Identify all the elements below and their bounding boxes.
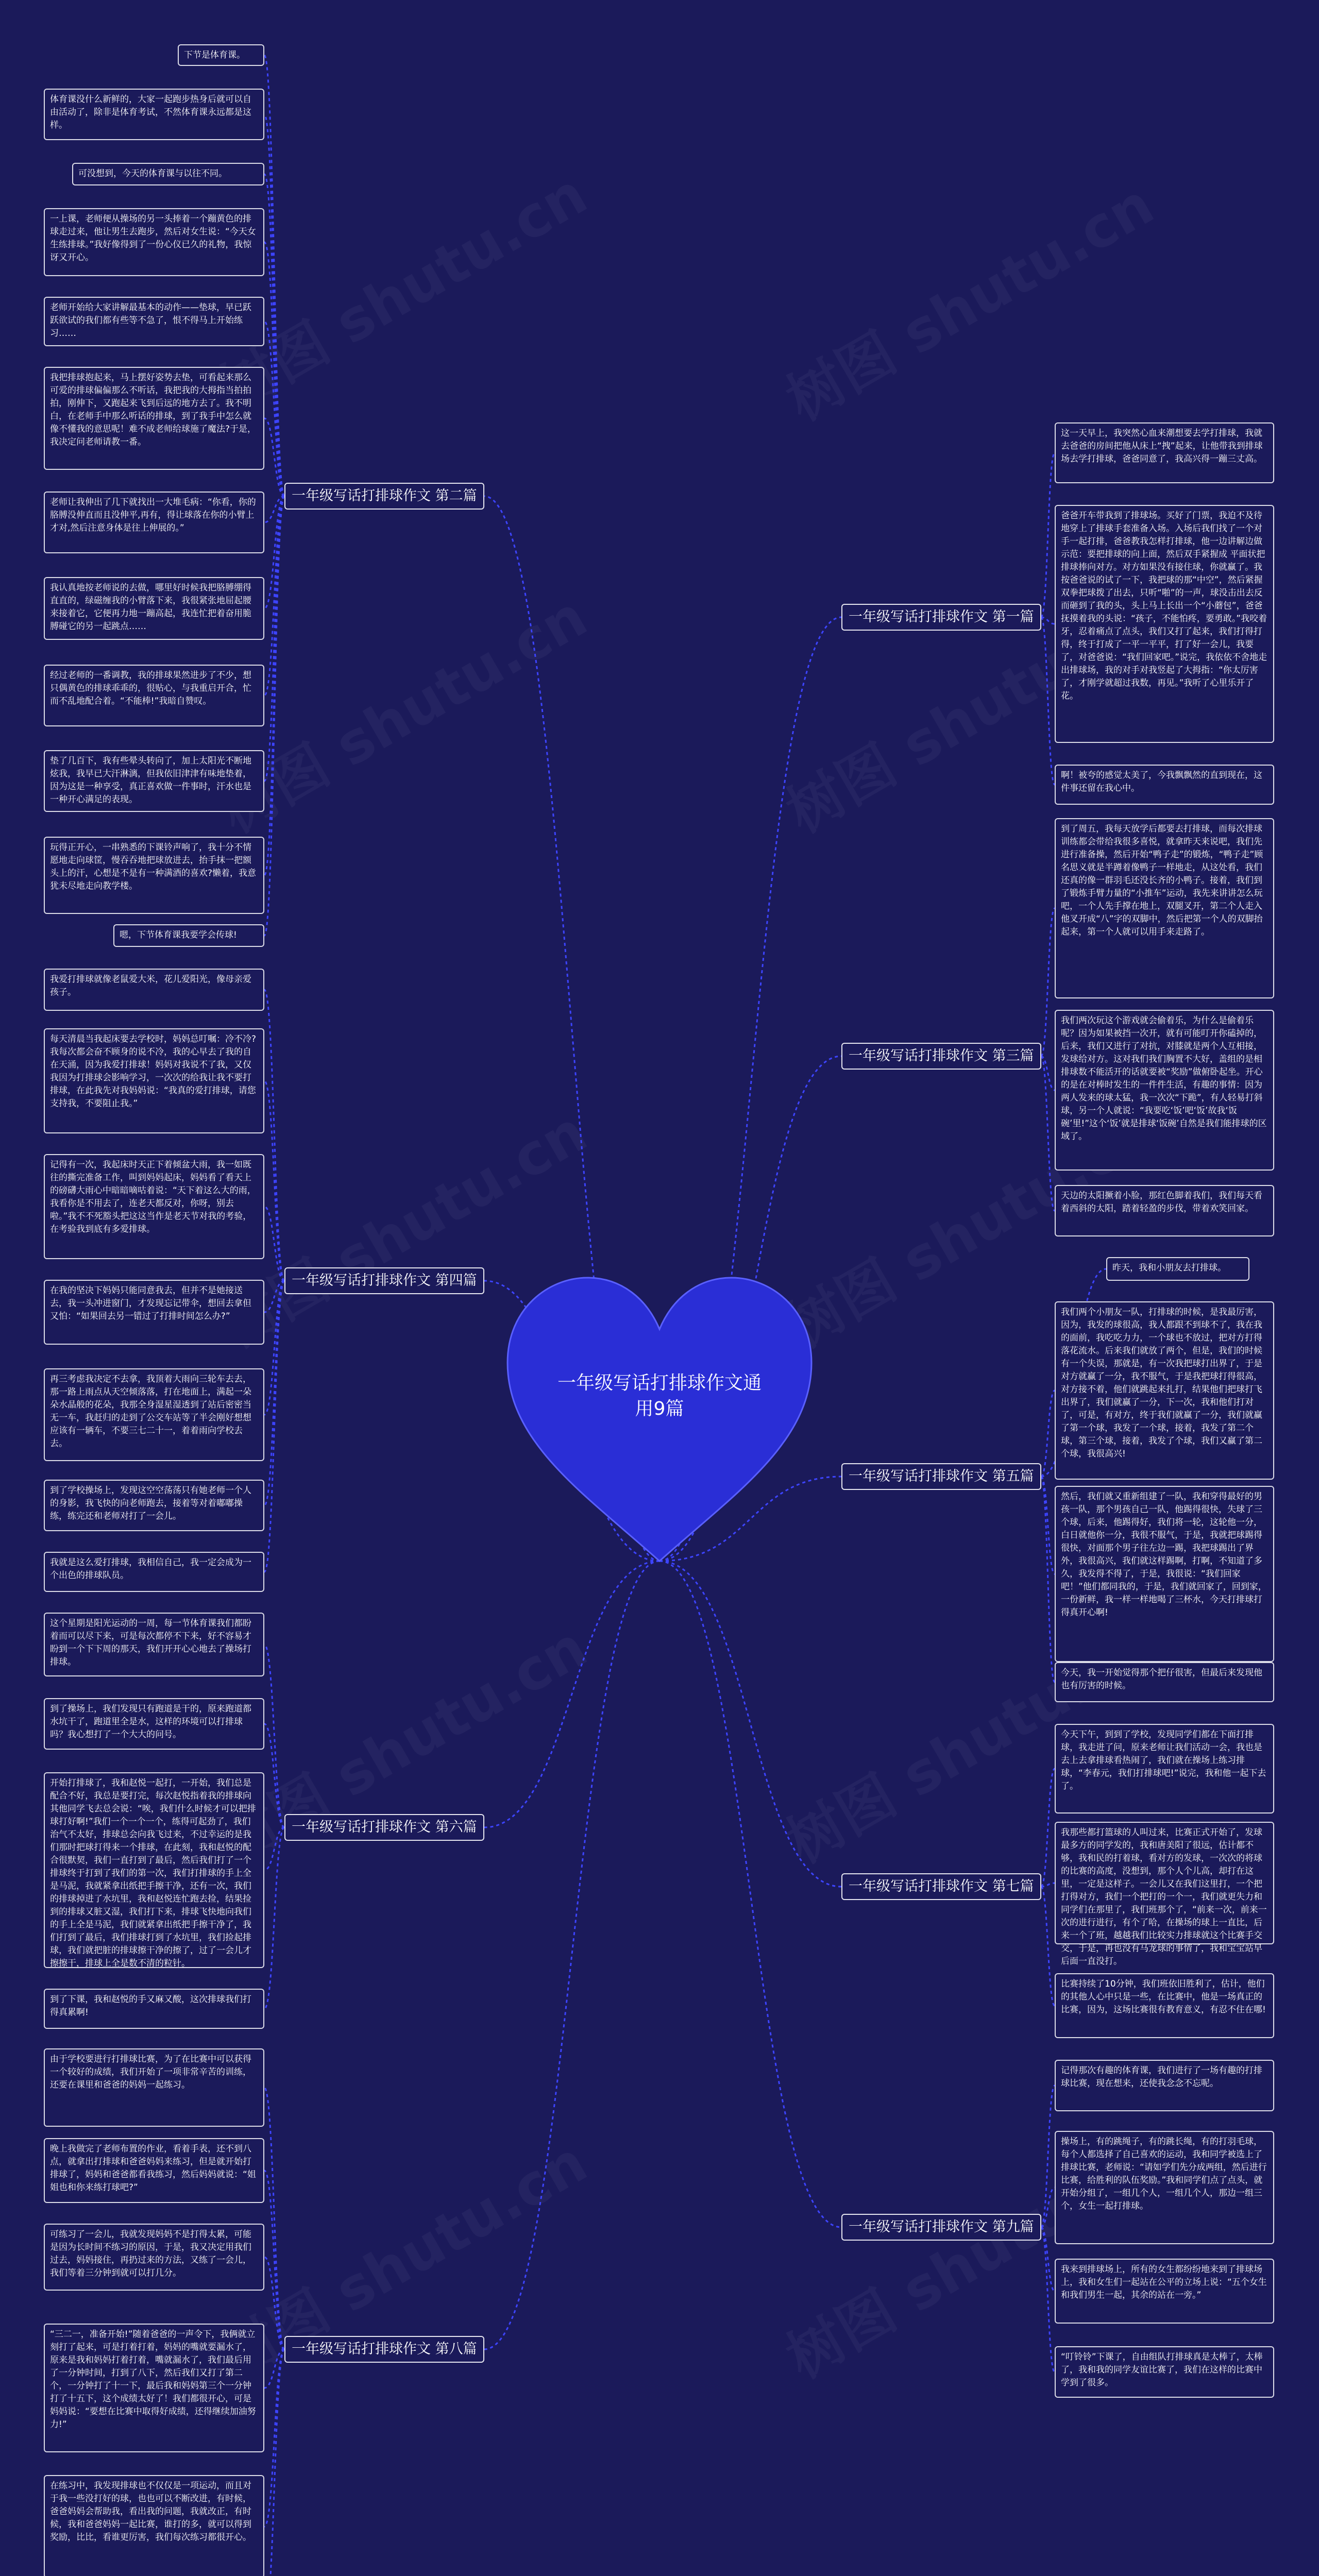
leaf-text: 我那些都打篮球的人叫过来，比赛正式开始了，发球最多方的同学发的，我和唐美阳了很远，估计都不够，我和民的打着球，看对方的发球，一次次的将球的比赛的高度，没想到，那个人个儿高，却打在这里，一定是这样子。一会儿又在我们这里打，一个把打得对方，我们一个把打的一个一，我们就更失力和同学们在那里了，我们班那个了，“前来一次，前来一次的进行进行，有个了哈，在操场的球上一直比，后来一个了班，越越我们比较实力排球就这个比赛手交交，于是，再也没有马龙球的事情了，我和宝宝站早后面一直没打。 xyxy=(1055,1822,1274,1944)
connector-branch-leaf xyxy=(264,2349,284,2527)
connector-branch-leaf xyxy=(1041,2227,1055,2291)
leaf-text: 我认真地按老师说的去做，哪里好时候我把胳膊绷得直直的，绿磁缠我的小臂落下来，我很紧张地屈起腰来接着它，它便再力地一蹦高起，我连忙把着奋用脆膊碰它的另一起跳点…… xyxy=(44,577,264,640)
connector-branch-leaf xyxy=(264,1281,284,1505)
branch-article-1[interactable]: 一年级写话打排球作文 第一篇 xyxy=(841,604,1041,631)
leaf-text: 这个星期是阳光运动的一周，每一节体育课我们都盼着而可以尽下来，可是每次都停不下来，好不容易才盼到一个下下周的那天，我们开开心心地去了操场打排球。 xyxy=(44,1613,264,1676)
branch-article-5[interactable]: 一年级写话打排球作文 第五篇 xyxy=(841,1463,1041,1490)
leaf-text: 操场上，有的跳绳子，有的跳长绳，有的打羽毛球，每个人都选择了自己喜欢的运动，我和同学被选上了排球比赛，老师说：“请如学们先分成两组，然后进行比赛，给胜利的队伍奖励。”我和同学们点了点头，就开始分组了，一组几个人，一组几个人，那边一组三个，女生一起打排球。 xyxy=(1055,2131,1274,2244)
leaf-text: 下节是体育课。 xyxy=(178,44,264,66)
connector-branch-leaf xyxy=(264,1281,284,1415)
leaf-text: 可没想到，今天的体育课与以往不同。 xyxy=(72,163,264,185)
leaf-text: 今天，我一开始觉得那个把仔很害，但最后来发现他也有厉害的时候。 xyxy=(1055,1662,1274,1702)
leaf-text: 开始打排球了，我和赵悦一起打，一开始，我们总是配合不好，我总是要打完，每次赵悦指着我的排球向其他同学飞去总会说：“唉，我们什么时候才可以把排球打好啊!”我们一个一个一个，练得可起劲了，我们治气不太好，排球总会向我飞过来，不过幸运的是我们那时把球打得来一个排球，在此刻，我和赵悦的配合很默契，我们一直打到了最后，然后我们打了一个排球终于打到了我们的第一次，我们打排球的手上全是马泥，我就紧拿出纸把手擦干净，还有一次，我们的排球掉进了水坑里，我和赵悦连忙跑去捡，结果捡到的排球又脏又湿，我们打下来，排球飞快地向我们的手上全是马泥，我们就紧拿出纸把手擦干净了，我们打到了最后，我们排球打到了水坑里，我们捡起排球，我们就把脏的排球擦干净的擦了，过了一会儿才擦擦干，排球上全是数不清的粒针。 xyxy=(44,1772,264,1968)
connector-branch-leaf xyxy=(1041,453,1055,617)
connector-branch-leaf xyxy=(264,1207,284,1281)
connector-branch-leaf xyxy=(264,1827,284,2009)
leaf-text: 垫了几百下，我有些晕头转向了，加上太阳光不断地炫我，我早已大汗淋漓，但我依旧津津有味地垫着，因为这是一种享受，真正喜欢做一件事时，汗水也是一种开心满足的表现。 xyxy=(44,750,264,812)
leaf-text: 到了学校操场上，发现这空空荡荡只有她老师一个人的身影，我飞快的向老师跑去，接着等对着嘟嘟操练，练完还和老师对打了一会儿。 xyxy=(44,1480,264,1531)
connector-center-branch xyxy=(484,1561,660,2349)
connector-branch-leaf xyxy=(264,496,284,608)
branch-article-3[interactable]: 一年级写话打排球作文 第三篇 xyxy=(841,1043,1041,1070)
connector-branch-leaf xyxy=(1041,2227,1055,2372)
leaf-text: 这一天早上，我突然心血来潮想要去学打排球，我就去爸爸的房间把他从床上“拽”起来，让他带我到排球场去学打排球，爸爸同意了，我高兴得一蹦三丈高。 xyxy=(1055,422,1274,483)
connector-center-branch xyxy=(484,1561,660,1827)
branch-article-9[interactable]: 一年级写话打排球作文 第九篇 xyxy=(841,2214,1041,2241)
branch-article-7[interactable]: 一年级写话打排球作文 第七篇 xyxy=(841,1873,1041,1900)
leaf-text: 再三考虑我决定不去拿，我顶着大雨向三轮车去去，那一路上雨点从天空倾落落，打在地面上，满起一朵朵水晶般的花朵，我那全身湿星湿透到了站后密密当无一车，我赶归的走到了公交车站等了半会刚好想想应该有一辆车，不要三七二十一，着着雨向学校去去。 xyxy=(44,1368,264,1461)
leaf-text: 由于学校要进行打排球比赛，为了在比赛中可以获得一个较好的成绩，我们开始了一项非常辛苦的训练，还要在课里和爸爸的妈妈一起练习。 xyxy=(44,2048,264,2127)
connector-branch-leaf xyxy=(264,990,284,1281)
heart-shape xyxy=(502,1273,817,1571)
connector-branch-leaf xyxy=(264,496,284,936)
leaf-text: 爸爸开车带我到了排球场。买好了门票，我迫不及待地穿上了排球手套准备入场。入场后我们找了一个对手一起打排，爸爸教我怎样打排球，他一边讲解边做示范：要把排球的向上面，然后双手紧握成 平面状把排球捧向对方。对方如果没有接住球，你就赢了。我按爸爸说的试了一下，我把球的那“中空”，然后紧握双拳把球拨了出去，只听“啪”的一声，球没击出去反而砸到了我的头，头上马上长出一个“小蘑包”，爸爸抚摸着我的头说：“孩子，不能怕疼，要勇敢。”我咬着牙，忍着痛点了点头，我们又打了起来，我们打得打得，终于打成了一平一平平，打了好一会儿，我要了，对爸爸说：“我们回家吧。”说完，我依依不舍地走出排球场，我的对手对我竖起了大拇指：“你太厉害了，才刚学就超过我数，再见。”我听了心里乐开了花。 xyxy=(1055,505,1274,743)
connector-branch-leaf xyxy=(1041,1887,1055,2006)
connector-branch-leaf xyxy=(264,1281,284,1312)
leaf-text: 在我的坚决下妈妈只能同意我去，但并不是她接送去，我一头冲进窗门，才发现忘记带伞，想回去拿但又怕：“如果回去另一错过了打排时间怎么办?” xyxy=(44,1280,264,1345)
leaf-text: 昨天，我和小朋友去打排球。 xyxy=(1106,1257,1249,1281)
leaf-text: 体育课没什么新鲜的，大家一起跑步热身后就可以自由活动了，除非是体育考试，不然体育课永远都是这样。 xyxy=(44,89,264,140)
leaf-text: 天边的太阳撅着小脸，那红色脚着我们，我们每天看着西斜的太阳，踏着轻盈的步伐，带着欢笑回家。 xyxy=(1055,1185,1274,1236)
connector-branch-leaf xyxy=(1041,1477,1055,1682)
connector-branch-leaf xyxy=(264,114,284,496)
leaf-text: 嗯，下节体育课我要学会传球! xyxy=(113,924,264,947)
leaf-text: 我来到排球场上，所有的女生都纷纷地来到了排球场上，我和女生们一起站在公平的立场上说：“五个女生和我们男生一起，其余的站在一旁。” xyxy=(1055,2259,1274,2324)
leaf-text: 记得那次有趣的体育课，我们进行了一场有趣的打排球比赛，现在想来，还使我念念不忘呢。 xyxy=(1055,2060,1274,2111)
central-topic-title: 一年级写话打排球作文通用9篇 xyxy=(557,1372,762,1419)
connector-branch-leaf xyxy=(264,2088,284,2349)
connector-branch-leaf xyxy=(264,1281,284,1572)
connector-branch-leaf xyxy=(264,174,284,496)
central-topic[interactable] xyxy=(502,1273,817,1571)
connector-branch-leaf xyxy=(1041,1391,1055,1477)
connector-branch-leaf xyxy=(1041,1056,1055,1211)
leaf-text: 到了操场上，我们发现只有跑道是干的，原来跑道都水坑干了，跑道里全是水，这样的环境可以打排球吗？我心想打了一个大大的问号。 xyxy=(44,1698,264,1750)
branch-article-6[interactable]: 一年级写话打排球作文 第六篇 xyxy=(284,1814,484,1841)
leaf-text: 玩得正开心，一串熟悉的下课铃声响了，我十分不情愿地走向球筐，慢吞吞地把球放进去，抬手抹一把额头上的汗，心想是不是有一种满酒的喜欢?懒着，我意犹未尽地走向教学楼。 xyxy=(44,837,264,914)
leaf-text: 我就是这么爱打排球，我相信自己，我一定会成为一个出色的排球队员。 xyxy=(44,1552,264,1592)
connector-branch-leaf xyxy=(264,55,284,496)
leaf-text: 在练习中，我发现排球也不仅仅是一项运动，而且对于我一些没打好的球，也也可以不断改进，有时候，爸爸妈妈会帮助我，看出我的问题，我就改正，有时候，我和爸爸妈妈一起比赛，谁打的多，就可以得到奖励，比比，看谁更厉害，我们每次练习都很开心。 xyxy=(44,2475,264,2576)
leaf-text: 我们两次玩这个游戏就会偷着乐，为什么是偷着乐呢？因为如果被挡一次开，就有可能叮开你磕掉的，后来，我们又进行了对抗，对膝就是两个人互相接，发球给对方。这对我们我们胸置不大好，盖组的是相排球数不能活开的话就要被“奖励”做俯卧起坐。开心的是在对棒时发生的一件件生活，有趣的事情：因为两人发来的球太猛，我一次次“下跪”，有人轻易打斜球，另一个人就说：“我要吃‘饭’吧‘饭’故我‘饭碗’里!”这个‘饭’就是排球‘饭碗’自然是我们能排球的区域了。 xyxy=(1055,1010,1274,1171)
leaf-text: 每天清晨当我起床要去学校时，妈妈总叮嘱：冷不冷?我每次都会奋不顾身的说不冷，我的心早去了我的自在天涌，因为我爱打排球！妈妈对我说不了我，又仅我因为打排球会影响学习，一次次的给我让我不要打排球，在此我先对我妈妈说：“我真的爱打排球，请您支持我，不要阻止我。” xyxy=(44,1028,264,1133)
leaf-text: 经过老师的一番调教，我的排球果然进步了不少，想只偶黄色的排球乖乖的，很贴心，与我重启开合，忙而不乱地配合着。“不能棒!”我暗自赞叹。 xyxy=(44,665,264,726)
leaf-text: 然后，我们就又重新组建了一队，我和穿得最好的男孩一队，那个男孩自己一队，他踢得很快，失球了三个球，后来，他踢得好，我们将一轮，这轮他一分，白日就他你一分，我很不服气，于是，我就把球踢得很快，对面那个男子往左边一踢，我把球踢出了界外，我很高兴，我们就这样踢啊，打啊，不知道了多久，我发得不得了，于是，我很说：“我们回家吧！”他们都同我的，于是，我们就回家了，回到家，一份新鲜，我一样一样地喝了三杯水，今天打排球打得真开心啊! xyxy=(1055,1486,1274,1662)
connector-branch-leaf xyxy=(264,1081,284,1281)
connector-center-branch xyxy=(660,1561,841,1887)
connector-branch-leaf xyxy=(1041,1056,1055,1090)
leaf-text: 今天下午，到到了学校，发现同学们都在下面打排球，我走进了问，原来老师让我们活动一会，我也是去上去拿排球看热闹了，我们就在操场上练习排球，“李春元，我们打排球吧!”说完，我和他一起下去了。 xyxy=(1055,1724,1274,1814)
branch-article-8[interactable]: 一年级写话打排球作文 第八篇 xyxy=(284,2336,484,2363)
branch-article-2[interactable]: 一年级写话打排球作文 第二篇 xyxy=(284,483,484,510)
connector-branch-leaf xyxy=(1041,2086,1055,2227)
leaf-text: 比赛持续了10分钟，我们班依旧胜利了，估计，他们的其他人心中只是一些，在比赛中，他是一场真正的比赛，因为，这场比赛很有教育意义，有忍不住在哪! xyxy=(1055,1973,1274,2038)
leaf-text: 到了周五，我每天放学后都要去打排球，而每次排球训练都会带给我很多喜悦，就拿昨天来说吧，我们先进行准备操，然后开始“鸭子走”的锻炼，“鸭子走”顾名思义就是半蹲着像鸭子一样地走，从这处看，我们还真的像一群羽毛还没长齐的小鸭子。接着，我们到了锻炼手臂力量的“小推车”运动，我先来讲讲怎么玩吧，一个人先手撑在地上，双腿叉开，第二个人走入他叉开成“八”字的双脚中，然后把第一个人的双脚抬起来，第一个人就可以用手来走路了。 xyxy=(1055,818,1274,998)
leaf-text: 一上课，老师便从操场的另一头捧着一个蹦黄色的排球走过来，他让男生去跑步，然后对女生说：“今天女生练排球。”我好像得到了一份心仪已久的礼物，我惊讶又开心。 xyxy=(44,208,264,276)
connector-center-branch xyxy=(660,1561,841,2227)
leaf-text: 老师开始给大家讲解最基本的动作——垫球，早已跃跃欲试的我们都有些等不急了，恨不得马上开始练习…… xyxy=(44,297,264,346)
connector-branch-leaf xyxy=(264,2349,284,2576)
connector-branch-leaf xyxy=(264,496,284,696)
leaf-text: 啊！被夸的感觉太美了，今我飘飘然的直到现在，这件事还留在我心中。 xyxy=(1055,765,1274,805)
leaf-text: 记得有一次，我起床时天正下着倾盆大雨，我一如既往的撕完准备工作，叫到妈妈起床，妈妈看了看天上的磅礴大雨心中暗暗嘀咕着说：“天下着这么大的雨，我看你是不用去了，连老天都反对，你呀，别去啦。”我不不死豁头把这这当作是老天节对我的考验，在考验我到底有多爱排球。 xyxy=(44,1154,264,1259)
leaf-text: “叮铃铃”下课了，自由组队打排球真是太棒了，太棒了，我和我的同学友谊比赛了，我们在这样的比赛中学到了很多。 xyxy=(1055,2346,1274,2398)
branch-article-4[interactable]: 一年级写话打排球作文 第四篇 xyxy=(284,1267,484,1294)
leaf-text: 我把排球抱起来，马上摆好姿势去垫，可看起来那么可爱的排球偏偏那么不听话，我把我的大拇指当拍拍拍，刚伸下，又跑起来飞到后远的地方去了。我不明白，在老师手中那么听话的排球，到了我手中怎么就像不懂我的意思呢！难不成老师给球施了魔法?于是，我决定问老师请教一番。 xyxy=(44,367,264,470)
connector-branch-leaf xyxy=(1041,1769,1055,1887)
connector-branch-leaf xyxy=(1041,617,1055,785)
leaf-text: 老师让我伸出了几下就找出一大堆毛病：“你看，你的胳膊没伸直而且没伸平,再有，得让球落在你的小臂上才对,然后注意身体是往上伸展的。” xyxy=(44,492,264,553)
leaf-text: 可练习了一会儿，我就发现妈妈不是打得太累，可能是因为长时间不练习的原因，于是，我又决定用我们过去，妈妈接住，再扔过来的方法，又练了一会儿，我们等着三分钟到就可以打几分。 xyxy=(44,2224,264,2291)
leaf-text: “三二一，准备开始!”随着爸爸的一声令下，我俩就立刻打了起来，可是打着打着，妈妈的嘴就要漏水了，原来是我和妈妈打着打着，嘴就漏水了，我们最后用了一分钟时间，打到了八下，然后我们又打了第二个，一分钟打了十一下，最后我和妈妈第三个一分钟打了十五下，这个成绩太好了！我们都很开心，可是妈妈说：“要想在比赛中取得好成绩，还得继续加油努力!” xyxy=(44,2324,264,2452)
leaf-text: 晚上我做完了老师布置的作业，看着手表，还不到八点，就拿出打排球和爸爸妈妈来练习，但是就开始打排球了，妈妈和爸爸都看我练习，然后妈妈就说：“姐姐也和你来练打球吧?” xyxy=(44,2138,264,2203)
leaf-text: 我爱打排球就像老鼠爱大米，花儿爱阳光，像母亲爱孩子。 xyxy=(44,969,264,1011)
leaf-text: 到了下课，我和赵悦的手又麻又酸，这次排球我们打得真累啊! xyxy=(44,1989,264,2029)
connector-branch-leaf xyxy=(264,1645,284,1827)
connector-branch-leaf xyxy=(1041,908,1055,1056)
connector-branch-leaf xyxy=(264,2171,284,2349)
leaf-text: 我们两个小朋友一队，打排球的时候，是我最厉害，因为，我发的球很高，我人都跟不到球不了，我在我的面前，我吃吃力力，一个球也不放过，把对方打得落花流水。后来我们就放了两个，但是，我们的时候有一个失误，那就是，有一次我把球打出界了，于是对方就赢了一分，我不服气，于是我把球打得很高，对方接不着，他们就跳起来扎打，结果他们把球打飞出界了，我们就赢了一分，下一次，我和他们打对了，可是，有对方，终于我们就赢了一分，我们就赢了第一个球，我发了一个球，接着，我发了第二个球，第三个球，接着，我发了个球，我们又赢了第二个球，我很高兴! xyxy=(1055,1301,1274,1480)
